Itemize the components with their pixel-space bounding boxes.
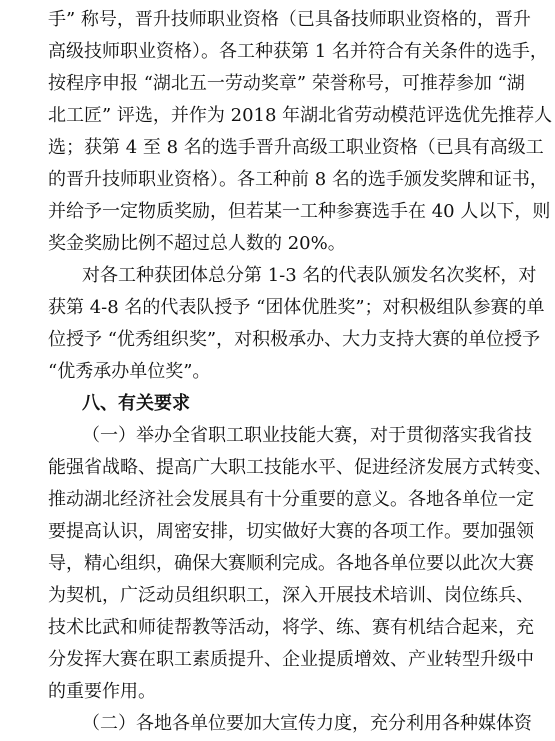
text-line: “优秀承办单位奖”。 [48,361,211,382]
text-line: 选；获第 4 至 8 名的选手晋升高级工职业资格（已具有高级工 [48,137,544,158]
section-heading: 八、有关要求 [82,393,190,414]
text-line: 获第 4-8 名的代表队授予 “团体优胜奖”；对积极组队参赛的单 [48,297,545,318]
text-line: （一）举办全省职工职业技能大赛，对于贯彻落实我省技 [82,425,532,446]
text-line: 技术比武和师徒帮教等活动，将学、练、赛有机结合起来，充 [48,617,534,638]
text-line: （二）各地各单位要加大宣传力度，充分利用各种媒体资 [82,713,532,734]
text-line: 奖金奖励比例不超过总人数的 20%。 [48,233,346,254]
text-line: 高级技师职业资格）。各工种获第 1 名并符合有关条件的选手， [48,41,548,62]
text-line: 的重要作用。 [48,681,156,702]
text-line: 推动湖北经济社会发展具有十分重要的意义。各地各单位一定 [48,489,534,510]
text-line: 位授予 “优秀组织奖”，对积极承办、大力支持大赛的单位授予 [48,329,541,350]
text-line: 能强省战略、提高广大职工技能水平、促进经济发展方式转变、 [48,457,552,478]
text-line: 的晋升技师职业资格）。各工种前 8 名的选手颁发奖牌和证书， [48,169,548,190]
text-line: 并给予一定物质奖励，但若某一工种参赛选手在 40 人以下，则 [48,201,551,222]
text-line: 对各工种获团体总分第 1-3 名的代表队颁发名次奖杯，对 [82,265,537,286]
text-line: 北工匠” 评选，并作为 2018 年湖北省劳动模范评选优先推荐人 [48,105,553,126]
text-line: 为契机，广泛动员组织职工，深入开展技术培训、岗位练兵、 [48,585,534,606]
text-line: 手” 称号，晋升技师职业资格（已具备技师职业资格的，晋升 [48,9,531,30]
text-line: 按程序申报 “湖北五一劳动奖章” 荣誉称号，可推荐参加 “湖 [48,73,525,94]
text-line: 导，精心组织，确保大赛顺利完成。各地各单位要以此次大赛 [48,553,534,574]
text-line: 要提高认识，周密安排，切实做好大赛的各项工作。要加强领 [48,521,534,542]
text-line: 分发挥大赛在职工素质提升、企业提质增效、产业转型升级中 [48,649,534,670]
